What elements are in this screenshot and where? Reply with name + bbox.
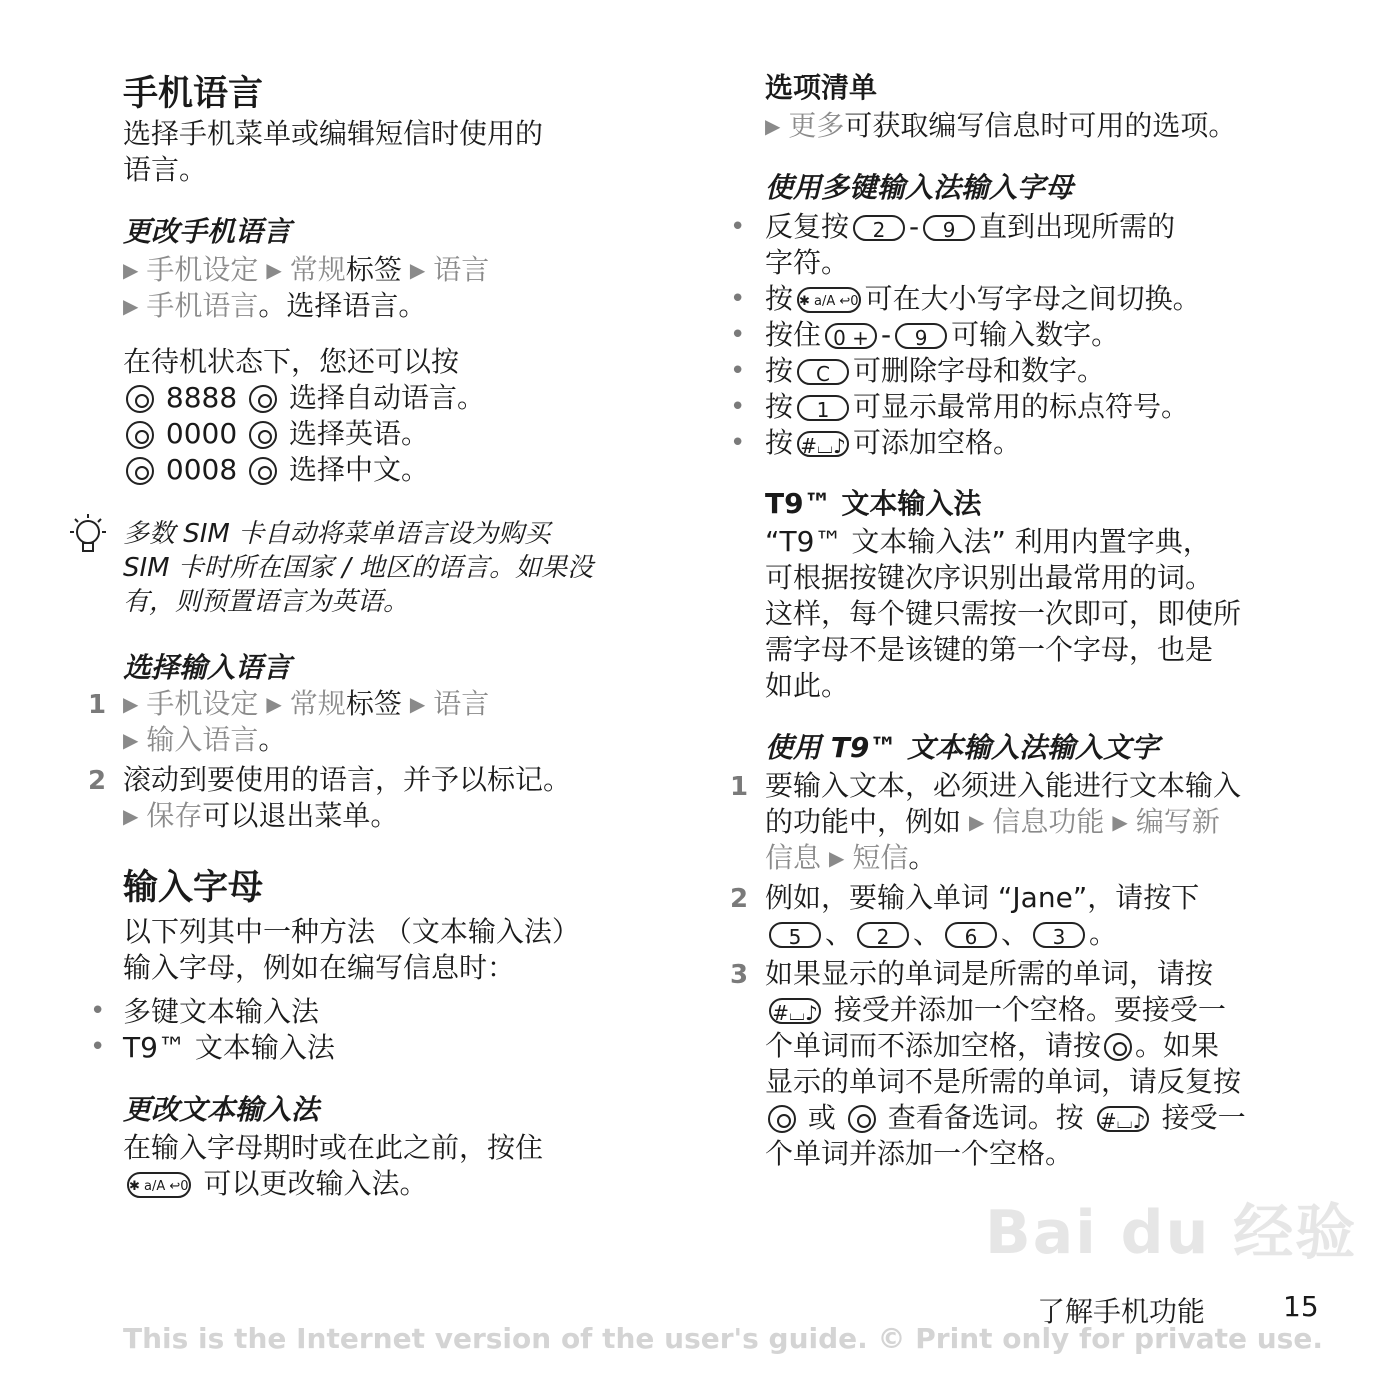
t9-step-3: 如果显示的单词是所需的单词，请按 #⌴♪ 接受并添加一个空格。要接受一 个单词而不添加空格，请按 。如果 显示的单词不是所需的单词，请反复按 或 查看备选词。按 #⌴♪ 接受一 个单词并添加一个空格。 [765,957,1246,1170]
bullet-icon: • [730,392,746,422]
hash-key-icon: #⌴♪ [797,431,849,457]
step-number: 2 [730,884,749,914]
subtitle-multitap: 使用多键输入法输入字母 [765,171,1074,204]
key-0-icon: 0 + [825,323,877,349]
tip-text: 多数 SIM 卡自动将菜单语言设为购买 SIM 卡时所在国家 / 地区的语言。如果没 有，则预置语言为英语。 [123,519,594,617]
key-c-icon: C [797,359,849,385]
lightbulb-tip-icon [68,512,108,558]
multitap-item: 按 1 可显示最常用的标点符号。 [765,390,1190,423]
options-path: ▶ 更多可获取编写信息时可用的选项。 [765,109,1237,142]
list-item: 多键文本输入法 [123,995,320,1028]
t9-desc: “T9™ 文本输入法” 利用内置字典， 可根据按键次序识别出最常用的词。 这样，每个键只需按一次即可，即使所 需字母不是该键的第一个字母，也是 如此。 [765,525,1242,702]
nav-key-icon [249,421,277,449]
subtitle-options-list: 选项清单 [765,71,878,104]
step-number: 1 [730,772,749,802]
nav-key-icon [126,385,154,413]
bullet-icon: • [90,996,106,1026]
t9-step-1: 要输入文本，必须进入能进行文本输入 的功能中，例如 ▶ 信息功能 ▶ 编写新 信息 ▶ 短信。 [765,769,1242,874]
multitap-item: 按住 0 + - 9 可输入数字。 [765,318,1120,351]
nav-key-icon [249,457,277,485]
bullet-icon: • [730,212,746,242]
key-2-icon: 2 [857,922,909,948]
star-key-icon: ✱ a/A ↩0 [797,287,861,313]
nav-key-icon [126,457,154,485]
bullet-icon: • [730,428,746,458]
step-2-text: 滚动到要使用的语言，并予以标记。 ▶ 保存可以退出菜单。 [123,763,572,832]
multitap-item: 按 ✱ a/A ↩0 可在大小写字母之间切换。 [765,282,1201,315]
bullet-icon: • [730,320,746,350]
nav-key-icon [126,421,154,449]
baidu-watermark: Bai du 经验 [985,1198,1358,1268]
hash-key-icon: #⌴♪ [1097,1106,1149,1132]
nav-right-icon [1104,1033,1132,1061]
key-3-icon: 3 [1033,922,1085,948]
subtitle-use-t9: 使用 T9™ 文本输入法输入文字 [765,731,1160,764]
nav-key-icon [249,385,277,413]
nav-down-icon [848,1105,876,1133]
page-number: 15 [1283,1290,1319,1323]
step-number: 1 [88,690,107,720]
key-2-icon: 2 [853,215,905,241]
subtitle-change-input-method: 更改文本输入法 [123,1093,320,1126]
section-footer-title: 了解手机功能 [1037,1295,1206,1328]
arrow-icon: ▶ [123,258,139,282]
hash-key-icon: #⌴♪ [769,998,821,1024]
bullet-icon: • [730,284,746,314]
list-item: T9™ 文本输入法 [123,1031,335,1064]
key-6-icon: 6 [945,922,997,948]
bullet-icon: • [90,1032,106,1062]
nav-up-icon [768,1105,796,1133]
standby-shortcuts: 在待机状态下，您还可以按 8888 选择自动语言。 0000 选择英语。 0008 选择中文。 [123,345,485,486]
phone-language-desc: 选择手机菜单或编辑短信时使用的 语言。 [123,117,544,186]
key-9-icon: 9 [923,215,975,241]
step-number: 3 [730,960,749,990]
multitap-item: 按 #⌴♪ 可添加空格。 [765,426,1022,459]
key-9-icon: 9 [895,323,947,349]
usage-notice: This is the Internet version of the user's guide. © Print only for private use. [123,1322,1323,1355]
t9-step-2: 例如，要输入单词 “Jane”，请按下 5 、 2 、 6 、 3 。 [765,881,1200,950]
multitap-item: 反复按 2 - 9 直到出现所需的 字符。 [765,210,1176,279]
input-letters-desc: 以下列其中一种方法 （文本输入法） 输入字母，例如在编写信息时： [123,915,580,984]
menu-path-phone-language: ▶ 手机设定 ▶ 常规标签 ▶ 语言 ▶ 手机语言。选择语言。 [123,253,490,322]
step-number: 2 [88,766,107,796]
subtitle-change-phone-language: 更改手机语言 [123,215,292,248]
subtitle-select-input-language: 选择输入语言 [123,651,292,684]
star-key-icon: ✱ a/A ↩0 [127,1172,191,1198]
subtitle-t9: T9™ 文本输入法 [765,487,982,520]
change-method-desc: 在输入字母期时或在此之前，按住 ✱ a/A ↩0 可以更改输入法。 [123,1131,544,1200]
section-title-input-letters: 输入字母 [123,868,264,908]
key-1-icon: 1 [797,395,849,421]
step-1-path: ▶ 手机设定 ▶ 常规标签 ▶ 语言 ▶ 输入语言。 [123,687,490,756]
multitap-item: 按 C 可删除字母和数字。 [765,354,1106,387]
key-5-icon: 5 [769,922,821,948]
section-title-phone-language: 手机语言 [123,74,264,114]
bullet-icon: • [730,356,746,386]
